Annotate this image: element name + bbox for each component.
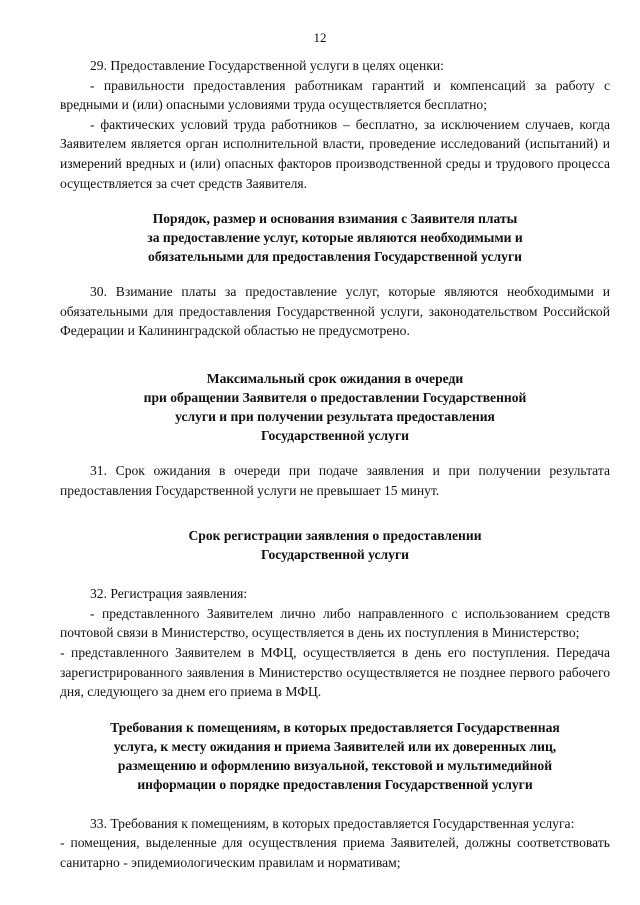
paragraph-29-heading: 29. Предоставление Государственной услуги в целях оценки: xyxy=(90,58,444,73)
section-heading-line: услуги и при получении результата предоставления xyxy=(175,408,495,424)
paragraph-31: 31. Срок ожидания в очереди при подаче заявления и при получении результата предоставления Государственной услуги не превышает 15 минут. xyxy=(60,462,610,498)
section-heading-line: Порядок, размер и основания взимания с Заявителя платы xyxy=(152,211,518,227)
section-heading-queue-time xyxy=(60,369,610,445)
section-heading-line: размещению и оформлению визуальной, текстовой и мультимедийной xyxy=(117,757,553,773)
paragraph-29-item-2: - фактических условий труда работников – бесплатно, за исключением случаев, когда Заявителем является орган исполнительной власти, проведение исследований (испытаний) и измерений вредных и (или) опасных факторов производственной среды и трудового процесса осуществляется за счет средств Заявителя. xyxy=(60,116,610,191)
paragraph-30: 30. Взимание платы за предоставление услуг, которые являются необходимыми и обязательными для предоставления Государственной услуги, законодательством Российской Федерации и Калининградской областью не предусмотрено. xyxy=(60,284,610,339)
section-heading-line: информации о порядке предоставления Государственной услуги xyxy=(137,776,533,792)
section-heading-line: при обращении Заявителя о предоставлении Государственной xyxy=(143,389,527,405)
page-number: 12 xyxy=(313,30,327,45)
section-heading-fees xyxy=(60,209,610,266)
section-heading-line: обязательными для предоставления Государственной услуги xyxy=(148,249,522,265)
section-heading-line: Срок регистрации заявления о предоставлении xyxy=(188,528,482,544)
paragraph-33-heading: 33. Требования к помещениям, в которых предоставляется Государственная услуга: xyxy=(90,815,575,831)
paragraph-32-heading: 32. Регистрация заявления: xyxy=(90,586,248,602)
section-heading-line: Государственной услуги xyxy=(261,547,409,563)
section-heading-registration xyxy=(60,526,610,564)
paragraph-32-item-1: - представленного Заявителем лично либо направленного с использованием средств почтовой связи в Министерство, осуществляется в день их поступления в Министерство; xyxy=(60,605,610,641)
paragraph-32-item-2: - представленного Заявителем в МФЦ, осуществляется в день его поступления. Передача зарегистрированного заявления в Министерство осуществляется не позднее первого рабочего дня, следующего за днем его приема в МФЦ. xyxy=(60,644,610,700)
paragraph-29-item-1: - правильности предоставления работникам гарантий и компенсаций за работу с вредными и (или) опасными условиями труда осуществляется бесплатно; xyxy=(60,77,610,113)
section-heading-line: Требования к помещениям, в которых предоставляется Государственная xyxy=(110,719,560,735)
paragraph-33-item-1: - помещения, выделенные для осуществления приема Заявителей, должны соответствовать санитарно - эпидемиологическим правилам и нормативам; xyxy=(60,835,610,870)
section-heading-premises xyxy=(60,718,610,794)
section-heading-line: Максимальный срок ожидания в очереди xyxy=(206,370,464,386)
section-heading-line: Государственной услуги xyxy=(261,427,409,443)
section-heading-line: за предоставление услуг, которые являются необходимыми и xyxy=(147,230,523,246)
section-heading-line: услуга, к месту ожидания и приема Заявителей или их доверенных лиц, xyxy=(113,738,557,754)
document-body xyxy=(60,56,610,872)
